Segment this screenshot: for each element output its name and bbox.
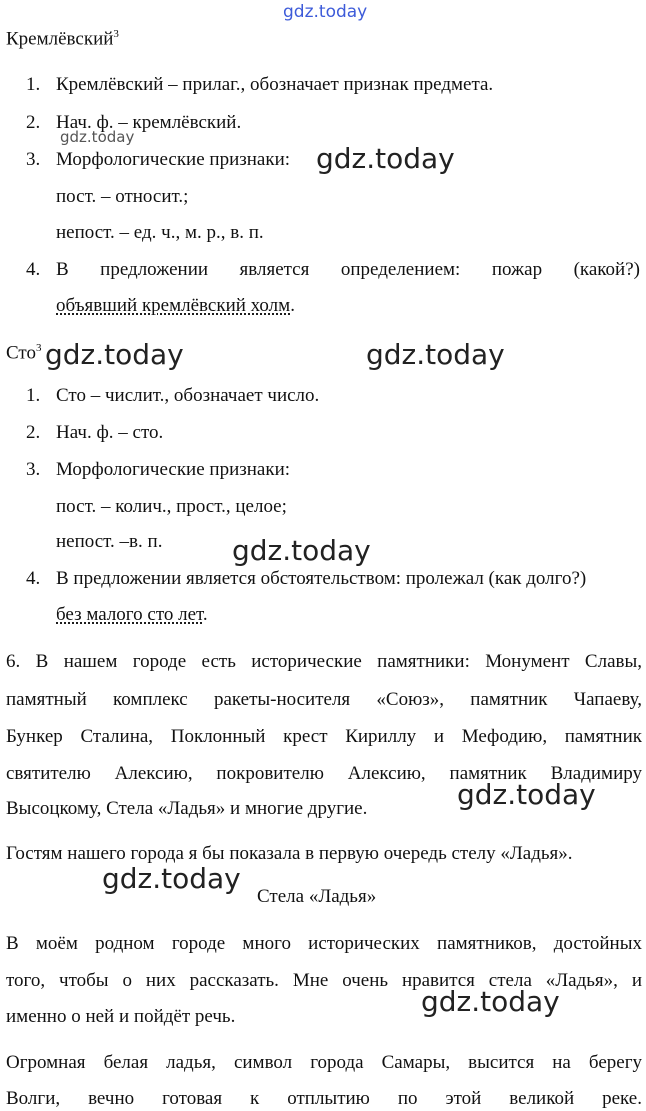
paragraph-line: 6. В нашем городе есть исторические памятники: Монумент Славы,	[6, 651, 642, 672]
list-number: 3.	[26, 459, 41, 480]
list-item: В предложении является определением: пожар (какой?)	[56, 259, 640, 280]
paragraph-line: святителю Алексию, покровителю Алексию, памятник Владимиру	[6, 763, 642, 784]
list-number: 1.	[26, 74, 41, 95]
paragraph-line: Огромная белая ладья, символ города Самары, высится на берегу	[6, 1052, 642, 1073]
watermark: gdz.today	[421, 985, 560, 1018]
paragraph-line: того, чтобы о них рассказать. Мне очень нравится стела «Ладья», и	[6, 970, 642, 991]
list-number: 2.	[26, 422, 41, 443]
list-item: Нач. ф. – сто.	[56, 422, 164, 443]
list-item-continuation: без малого сто лет.	[56, 604, 208, 625]
list-number: 4.	[26, 568, 41, 589]
paragraph-line: Волги, вечно готовая к отплытию по этой великой реке.	[6, 1088, 642, 1109]
list-item: Кремлёвский – прилаг., обозначает признак предмета.	[56, 74, 494, 95]
list-subitem: пост. – колич., прост., целое;	[56, 496, 287, 517]
underlined-phrase: объявший кремлёвский холм	[56, 295, 291, 316]
list-subitem: непост. –в. п.	[56, 531, 163, 552]
paragraph-line: Гостям нашего города я бы показала в первую очередь стелу «Ладья».	[6, 843, 573, 864]
list-number: 4.	[26, 259, 41, 280]
paragraph-line: Высоцкому, Стела «Ладья» и многие другие.	[6, 798, 368, 819]
list-item-continuation: объявший кремлёвский холм.	[56, 295, 295, 316]
watermark: gdz.today	[457, 778, 596, 811]
watermark: gdz.today	[45, 338, 184, 371]
list-number: 1.	[26, 385, 41, 406]
list-item: В предложении является обстоятельством: пролежал (как долго?)	[56, 568, 587, 589]
watermark: gdz.today	[283, 2, 368, 22]
paragraph-line: Бункер Сталина, Поклонный крест Кириллу и Мефодию, памятник	[6, 726, 642, 747]
list-item: Морфологические признаки:	[56, 149, 291, 170]
paragraph-line: именно о ней и пойдёт речь.	[6, 1006, 236, 1027]
list-number: 3.	[26, 149, 41, 170]
paragraph-line: памятный комплекс ракеты-носителя «Союз», памятник Чапаеву,	[6, 689, 642, 710]
watermark: gdz.today	[366, 338, 505, 371]
list-number: 2.	[26, 112, 41, 133]
watermark: gdz.today	[60, 128, 135, 146]
essay-title: Стела «Ладья»	[257, 886, 377, 907]
section-heading: Сто$^3$	[6, 342, 42, 364]
list-item: Нач. ф. – кремлёвский.	[56, 112, 242, 133]
paragraph-line: В моём родном городе много исторических памятников, достойных	[6, 933, 642, 954]
watermark: gdz.today	[232, 534, 371, 567]
watermark: gdz.today	[316, 142, 455, 175]
list-subitem: непост. – ед. ч., м. р., в. п.	[56, 222, 264, 243]
underlined-phrase: без малого сто лет	[56, 604, 203, 625]
list-subitem: пост. – относит.;	[56, 186, 189, 207]
section-heading: Кремлёвский$^3$	[6, 28, 119, 50]
list-item: Сто – числит., обозначает число.	[56, 385, 320, 406]
watermark: gdz.today	[102, 862, 241, 895]
list-item: Морфологические признаки:	[56, 459, 291, 480]
